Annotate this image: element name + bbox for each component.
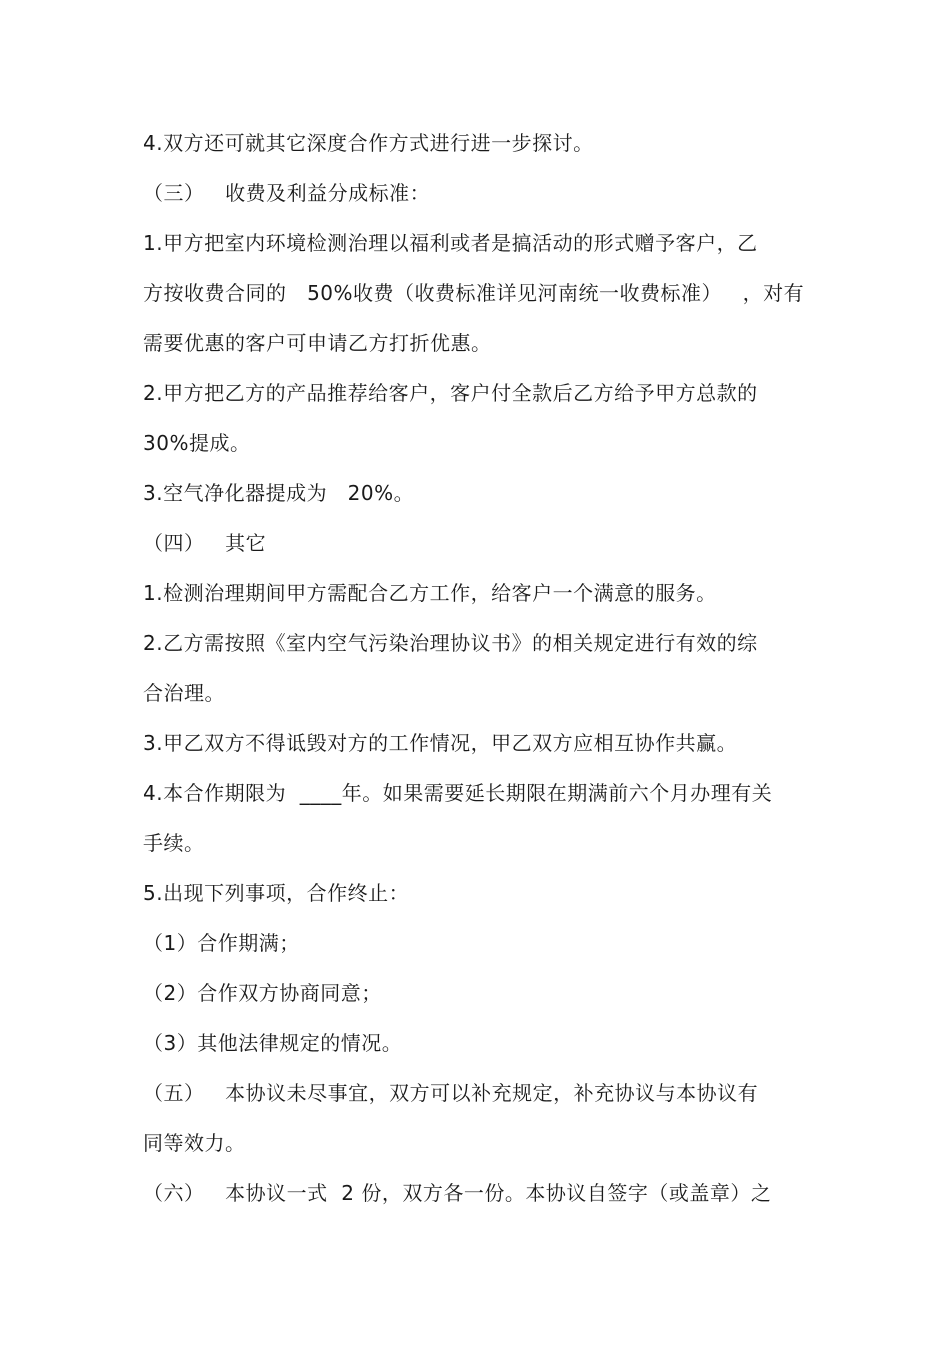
paragraph-line: 30%提成。 — [143, 431, 251, 455]
paragraph-line: 5.出现下列事项，合作终止： — [143, 881, 410, 905]
section-heading: （六） 本协议一式 2 份，双方各一份。本协议自签字（或盖章）之 — [143, 1181, 772, 1205]
list-item: （1）合作期满； — [143, 931, 300, 955]
paragraph-line: 2.甲方把乙方的产品推荐给客户，客户付全款后乙方给予甲方总款的 — [143, 381, 758, 405]
paragraph-line: 4.本合作期限为 ____年。如果需要延长期限在期满前六个月办理有关 — [143, 781, 773, 805]
paragraph-line: 方按收费合同的 50%收费（收费标准详见河南统一收费标准） ，对有 — [143, 281, 805, 305]
paragraph-line: 3.空气净化器提成为 20%。 — [143, 481, 415, 505]
list-item: （2）合作双方协商同意； — [143, 981, 382, 1005]
list-item: （3）其他法律规定的情况。 — [143, 1031, 403, 1055]
section-heading: （三） 收费及利益分成标准： — [143, 181, 431, 205]
section-heading: （五） 本协议未尽事宜，双方可以补充规定，补充协议与本协议有 — [143, 1081, 759, 1105]
paragraph-line: 合治理。 — [143, 681, 225, 705]
paragraph-line: 需要优惠的客户可申请乙方打折优惠。 — [143, 331, 492, 355]
paragraph-line: 1.甲方把室内环境检测治理以福利或者是搞活动的形式赠予客户，乙 — [143, 231, 758, 255]
paragraph-line: 4.双方还可就其它深度合作方式进行进一步探讨。 — [143, 131, 594, 155]
paragraph-line: 1.检测治理期间甲方需配合乙方工作，给客户一个满意的服务。 — [143, 581, 717, 605]
paragraph-line: 同等效力。 — [143, 1131, 246, 1155]
paragraph-line: 3.甲乙双方不得诋毁对方的工作情况，甲乙双方应相互协作共赢。 — [143, 731, 738, 755]
paragraph-line: 2.乙方需按照《室内空气污染治理协议书》的相关规定进行有效的综 — [143, 631, 758, 655]
paragraph-line: 手续。 — [143, 831, 205, 855]
section-heading: （四） 其它 — [143, 531, 267, 555]
